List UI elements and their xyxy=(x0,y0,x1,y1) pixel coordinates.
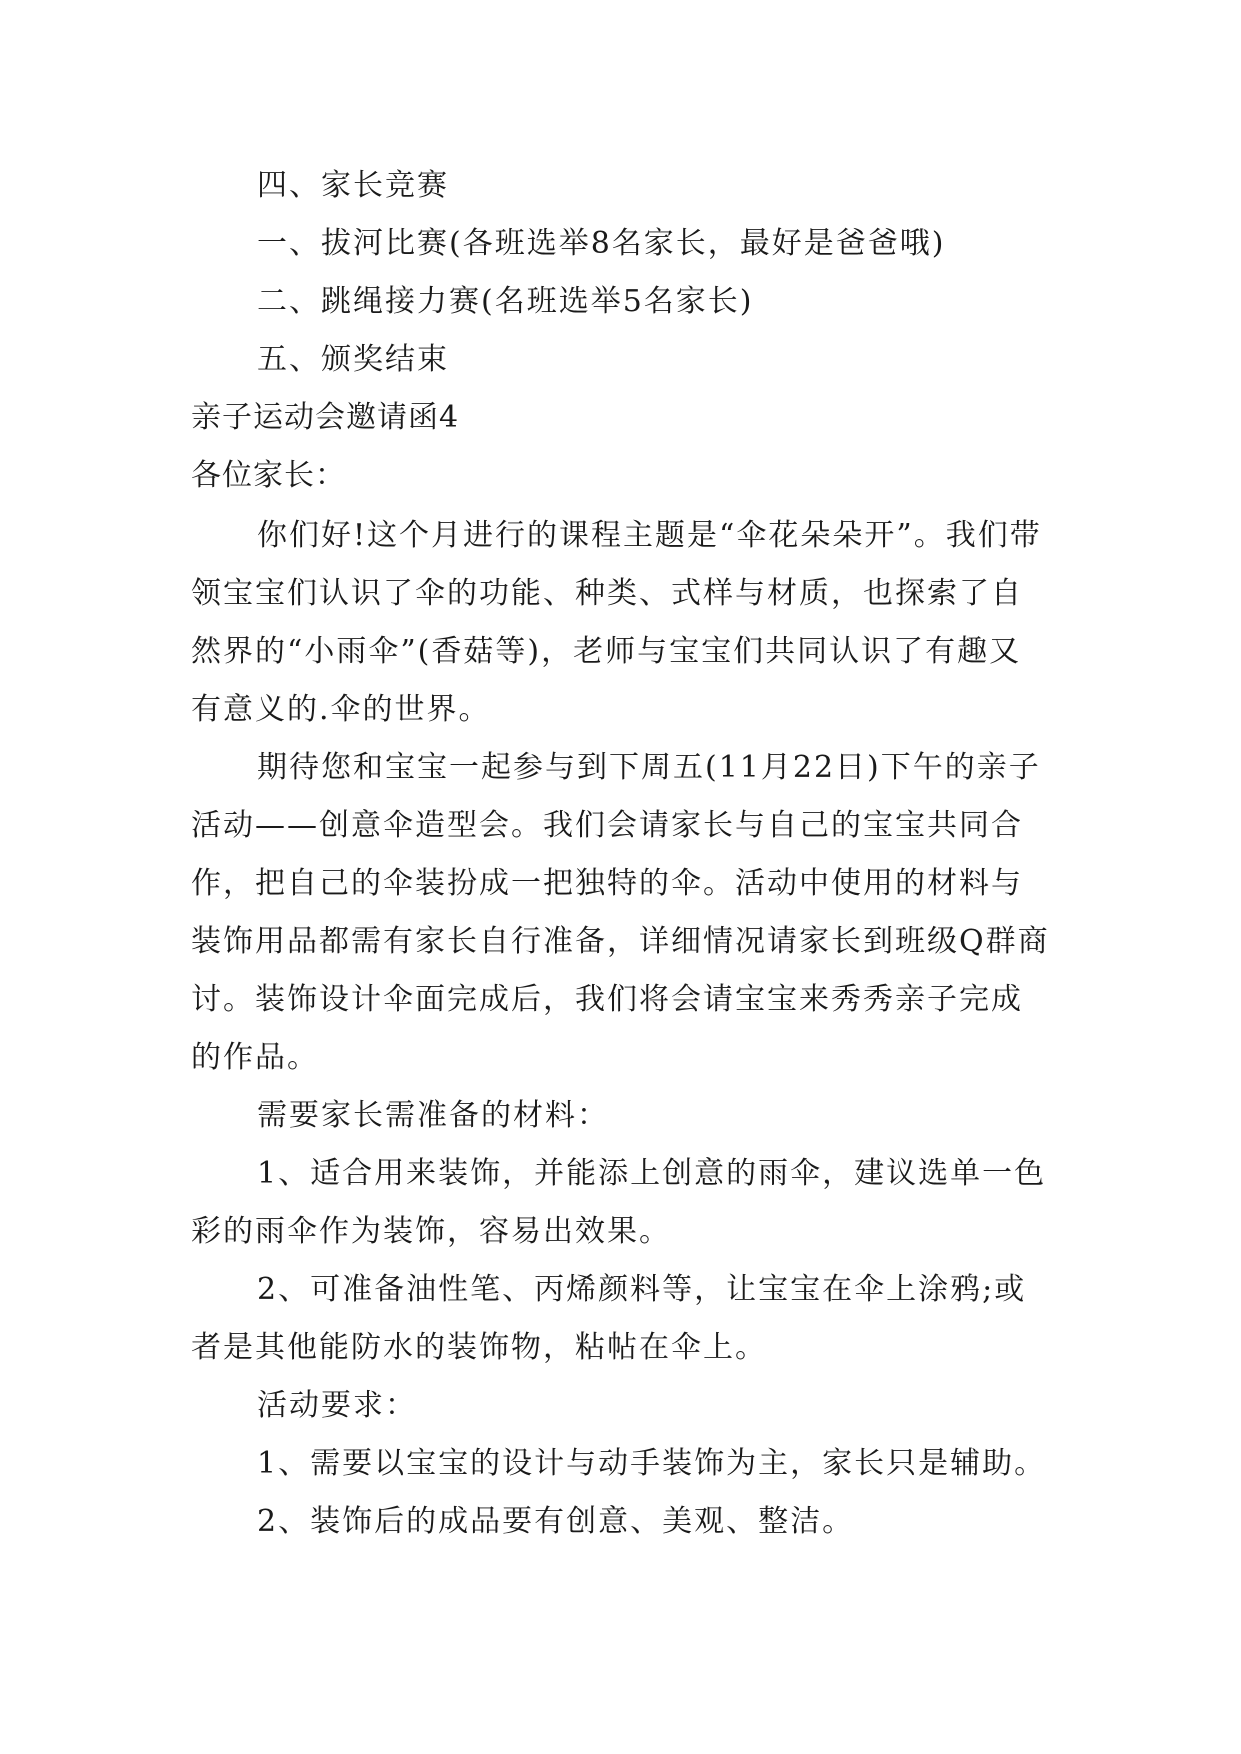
section-heading-awards: 五、颁奖结束 xyxy=(257,342,449,377)
materials-item-2: 2、可准备油性笔、丙烯颜料等，让宝宝在伞上涂鸦;或者是其他能防水的装饰物，粘帖在伞上。 xyxy=(191,1272,1027,1365)
materials-heading: 需要家长需准备的材料： xyxy=(257,1098,609,1133)
requirements-item-2: 2、装饰后的成品要有创意、美观、整洁。 xyxy=(257,1504,855,1539)
invitation-title: 亲子运动会邀请函4 xyxy=(191,400,460,435)
paragraph-intro: 你们好!这个月进行的课程主题是“伞花朵朵开”。我们带领宝宝们认识了伞的功能、种类、式样与材质，也探索了自然界的“小雨伞”(香菇等)，老师与宝宝们共同认识了有趣又有意义的.伞的世界。 xyxy=(191,518,1042,727)
requirements-item-1: 1、需要以宝宝的设计与动手装饰为主，家长只是辅助。 xyxy=(257,1446,1047,1481)
section-heading-parent-contest: 四、家长竞赛 xyxy=(257,168,449,203)
materials-item-1: 1、适合用来装饰，并能添上创意的雨伞，建议选单一色彩的雨伞作为装饰，容易出效果。 xyxy=(191,1156,1047,1249)
paragraph-event-details: 期待您和宝宝一起参与到下周五(11月22日)下午的亲子活动——创意伞造型会。我们会请家长与自己的宝宝共同合作，把自己的伞装扮成一把独特的伞。活动中使用的材料与装饰用品都需有家长自行准备，详细情况请家长到班级Q群商讨。装饰设计伞面完成后，我们将会请宝宝来秀秀亲子完成的作品。 xyxy=(191,750,1050,1075)
requirements-heading: 活动要求： xyxy=(257,1388,417,1423)
item-rope-relay: 二、跳绳接力赛(名班选举5名家长) xyxy=(257,284,754,319)
item-tug-of-war: 一、拔河比赛(各班选举8名家长，最好是爸爸哦) xyxy=(257,226,946,261)
salutation: 各位家长： xyxy=(191,458,346,493)
